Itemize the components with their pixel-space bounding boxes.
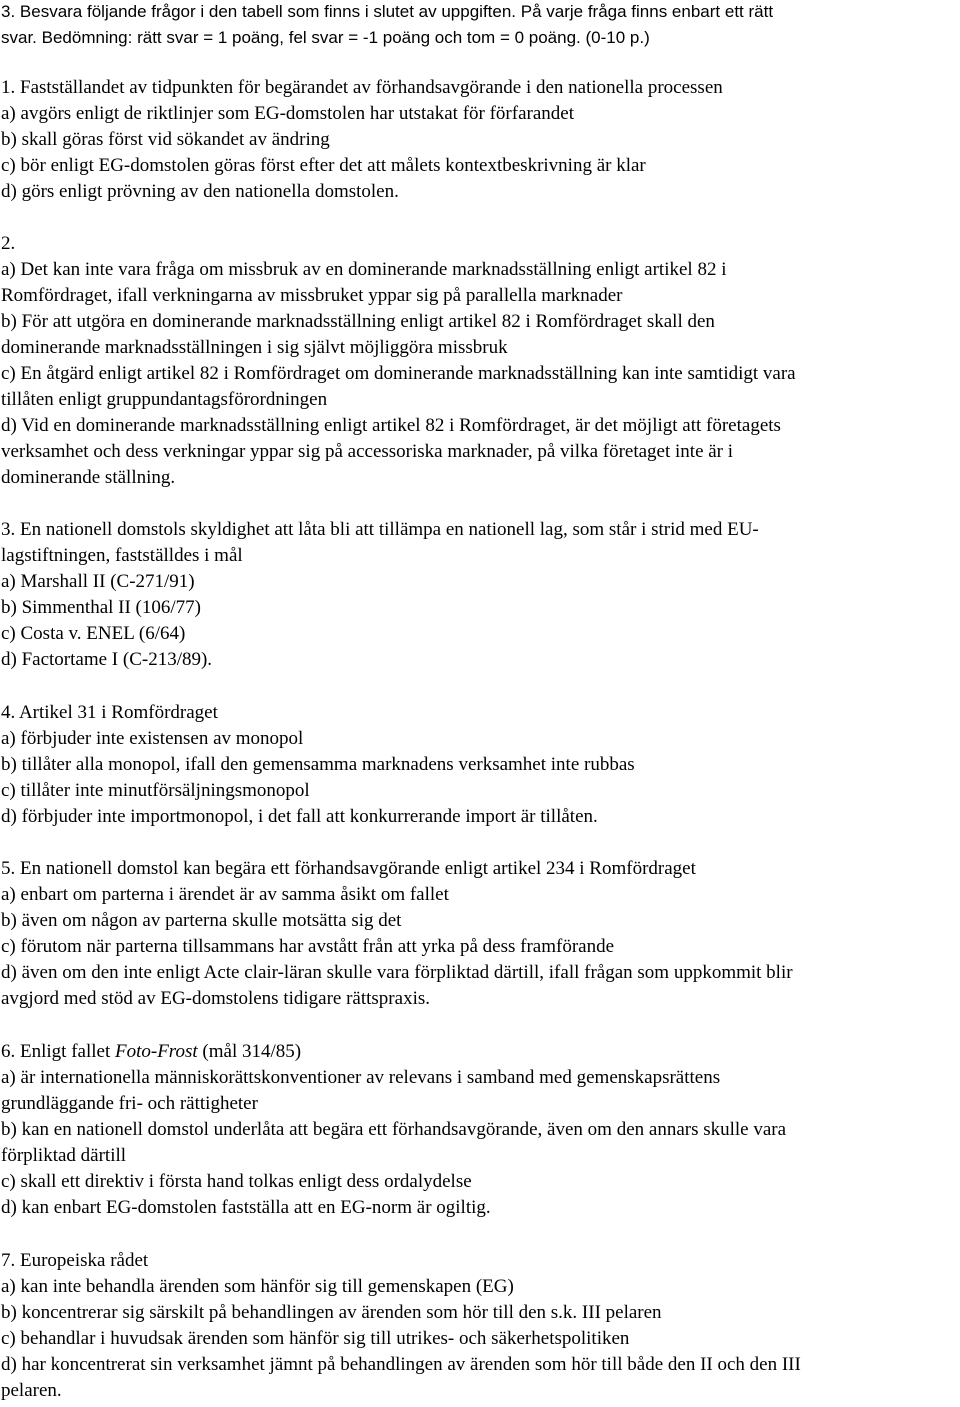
q6-option-b-line-1: b) kan en nationell domstol underlåta att begära ett förhandsavgörande, även om den annars skulle vara xyxy=(1,1119,787,1140)
q6-option-a-line-2: grundläggande fri- och rättigheter xyxy=(1,1093,258,1114)
q5-option-b: b) även om någon av parterna skulle motsätta sig det xyxy=(1,910,402,931)
q6-prefix: 6. Enligt fallet xyxy=(1,1041,115,1062)
q4-option-c: c) tillåter inte minutförsäljningsmonopol xyxy=(1,780,310,801)
q4-option-d: d) förbjuder inte importmonopol, i det fall att konkurrerande import är tillåten. xyxy=(1,806,598,827)
q3-option-a: a) Marshall II (C-271/91) xyxy=(1,571,195,592)
q5-option-d-line-2: avgjord med stöd av EG-domstolens tidigare rättspraxis. xyxy=(1,988,430,1009)
q7-option-b: b) koncentrerar sig särskilt på behandlingen av ärenden som hör till den s.k. III pelaren xyxy=(1,1302,662,1323)
q1-option-d: d) görs enligt prövning av den nationella domstolen. xyxy=(1,181,399,202)
q3-option-d: d) Factortame I (C-213/89). xyxy=(1,649,213,670)
q2-option-a-line-2: Romfördraget, ifall verkningarna av missbruket yppar sig på parallella marknader xyxy=(1,285,623,306)
q1-option-a: a) avgörs enligt de riktlinjer som EG-domstolen har utstakat för förfarandet xyxy=(1,103,574,124)
q3-question-line-2: lagstiftningen, fastställdes i mål xyxy=(1,545,243,566)
q5-question: 5. En nationell domstol kan begära ett förhandsavgörande enligt artikel 234 i Romfördraget xyxy=(1,858,696,879)
q7-option-c: c) behandlar i huvudsak ärenden som hänför sig till utrikes- och säkerhetspolitiken xyxy=(1,1328,630,1349)
intro-line-1: 3. Besvara följande frågor i den tabell som finns i slutet av uppgiften. På varje fråga finns enbart ett rätt xyxy=(1,2,774,21)
q6-suffix: (mål 314/85) xyxy=(197,1041,302,1062)
q2-option-c-line-2: tillåten enligt gruppundantagsförordningen xyxy=(1,389,328,410)
q2-option-d-line-1: d) Vid en dominerande marknadsställning enligt artikel 82 i Romfördraget, är det möjligt att företagets xyxy=(1,415,781,436)
q5-option-a: a) enbart om parterna i ärendet är av samma åsikt om fallet xyxy=(1,884,449,905)
q4-option-a: a) förbjuder inte existensen av monopol xyxy=(1,728,304,749)
q1-question: 1. Fastställandet av tidpunkten för begärandet av förhandsavgörande i den nationella processen xyxy=(1,77,723,98)
q7-option-d-line-2: pelaren. xyxy=(1,1380,62,1401)
intro-line-2: svar. Bedömning: rätt svar = 1 poäng, fel svar = -1 poäng och tom = 0 poäng. (0-10 p.) xyxy=(1,28,650,47)
q6-option-b-line-2: förpliktad därtill xyxy=(1,1145,127,1166)
q2-option-c-line-1: c) En åtgärd enligt artikel 82 i Romfördraget om dominerande marknadsställning kan inte samtidigt vara xyxy=(1,363,796,384)
q7-option-d-line-1: d) har koncentrerat sin verksamhet jämnt på behandlingen av ärenden som hör till både den II och den III xyxy=(1,1354,801,1375)
q6-option-a-line-1: a) är internationella människorättskonventioner av relevans i samband med gemenskapsrättens xyxy=(1,1067,721,1088)
q3-option-b: b) Simmenthal II (106/77) xyxy=(1,597,201,618)
q4-question: 4. Artikel 31 i Romfördraget xyxy=(1,702,218,723)
q2-number: 2. xyxy=(1,233,16,254)
q6-option-d: d) kan enbart EG-domstolen fastställa att en EG-norm är ogiltig. xyxy=(1,1197,491,1218)
q7-option-a: a) kan inte behandla ärenden som hänför sig till gemenskapen (EG) xyxy=(1,1276,514,1297)
q5-option-c: c) förutom när parterna tillsammans har avstått från att yrka på dess framförande xyxy=(1,936,615,957)
q2-option-b-line-2: dominerande marknadsställningen i sig självt möjliggöra missbruk xyxy=(1,337,508,358)
q2-option-d-line-2: verksamhet och dess verkningar yppar sig på accessoriska marknader, på vilka företaget inte är i xyxy=(1,441,734,462)
q3-option-c: c) Costa v. ENEL (6/64) xyxy=(1,623,186,644)
q1-option-c: c) bör enligt EG-domstolen göras först efter det att målets kontextbeskrivning är klar xyxy=(1,155,646,176)
q1-option-b: b) skall göras först vid sökandet av ändring xyxy=(1,129,330,150)
q6-option-c: c) skall ett direktiv i första hand tolkas enligt dess ordalydelse xyxy=(1,1171,472,1192)
q2-option-a-line-1: a) Det kan inte vara fråga om missbruk av en dominerande marknadsställning enligt artikel 82 i xyxy=(1,259,727,280)
q2-option-d-line-3: dominerande ställning. xyxy=(1,467,176,488)
q4-option-b: b) tillåter alla monopol, ifall den gemensamma marknadens verksamhet inte rubbas xyxy=(1,754,635,775)
q7-question: 7. Europeiska rådet xyxy=(1,1250,149,1271)
q2-option-b-line-1: b) För att utgöra en dominerande marknadsställning enligt artikel 82 i Romfördraget skall den xyxy=(1,311,715,332)
q6-case-name: Foto-Frost xyxy=(114,1041,198,1062)
q5-option-d-line-1: d) även om den inte enligt Acte clair-läran skulle vara förpliktad därtill, ifall frågan som uppkommit blir xyxy=(1,962,793,983)
q3-question-line-1: 3. En nationell domstols skyldighet att låta bli att tillämpa en nationell lag, som står i strid med EU- xyxy=(1,519,759,540)
q6-question xyxy=(1,1041,301,1063)
